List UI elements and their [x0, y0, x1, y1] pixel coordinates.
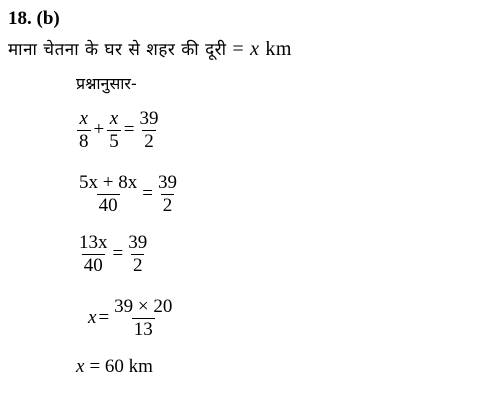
fraction — [126, 232, 149, 277]
numerator — [77, 172, 139, 194]
numerator: 39 — [157, 172, 177, 193]
according-label: प्रश्नानुसार- — [76, 74, 137, 93]
denominator: 2 — [144, 130, 154, 152]
fraction — [77, 172, 139, 217]
denominator: 2 — [162, 194, 173, 216]
equation-step-3 — [76, 232, 150, 277]
equals-sign: = — [112, 243, 124, 265]
fraction — [77, 108, 91, 153]
equals-sign: = — [142, 183, 153, 205]
intro-text: माना चेतना के घर से शहर की दूरी — [8, 40, 227, 60]
numerator: x — [109, 108, 119, 129]
denominator: 40 — [98, 194, 118, 216]
intro-line — [8, 37, 292, 61]
fraction — [137, 108, 160, 153]
numerator: 39 × 20 — [114, 296, 173, 317]
answer-value: = 60 km — [89, 356, 153, 377]
lhs-variable: x — [76, 356, 85, 377]
numerator: 39 — [128, 232, 148, 253]
numerator-expression: 5x + 8x — [79, 172, 138, 193]
final-answer — [76, 356, 153, 378]
numerator: x — [79, 108, 88, 129]
fraction — [107, 108, 121, 153]
numerator: 13x — [79, 232, 108, 253]
equation-step-2 — [76, 172, 180, 217]
equals-sign: = — [98, 307, 110, 329]
lhs-variable: x — [88, 307, 97, 329]
intro-variable: x — [250, 38, 260, 60]
equation-step-1 — [76, 108, 161, 153]
intro-unit: km — [265, 38, 292, 60]
equation-step-4 — [88, 296, 175, 341]
fraction — [156, 172, 179, 217]
denominator: 2 — [132, 254, 143, 276]
question-heading: 18. (b) — [8, 8, 60, 29]
equals-sign: = — [123, 119, 135, 141]
fraction — [77, 232, 110, 277]
denominator: 8 — [79, 130, 89, 152]
numerator: 39 — [139, 108, 159, 129]
plus-sign: + — [93, 119, 105, 141]
intro-equals: = — [232, 38, 245, 60]
fraction — [112, 296, 174, 341]
denominator: 5 — [109, 130, 119, 152]
denominator: 40 — [83, 254, 103, 276]
denominator: 13 — [133, 318, 153, 340]
